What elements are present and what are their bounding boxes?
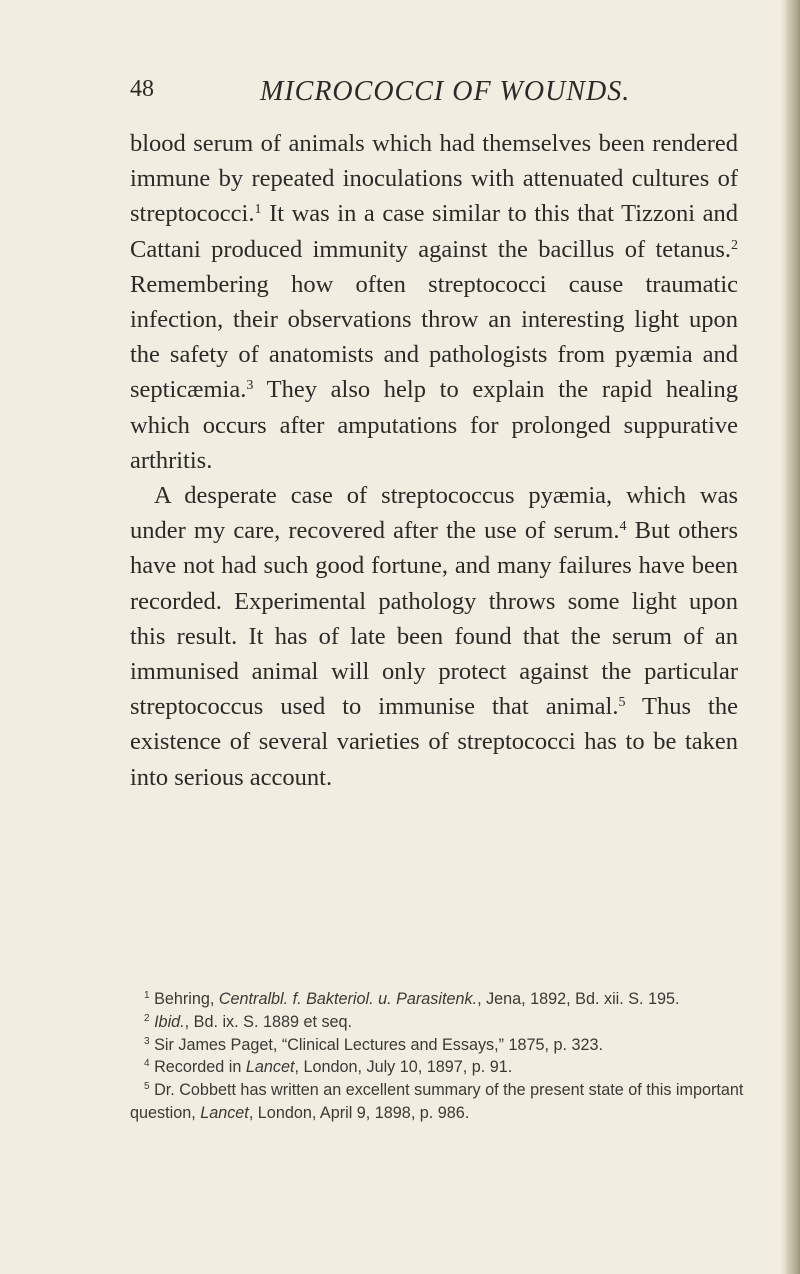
footnote-ref: 2 <box>731 237 738 253</box>
text-run: Remembering how often streptococci cause traumatic infection, their observations throw an interesting light upon the safety of anatomists and pathologists from pyæmia and septicæmia. <box>130 270 738 404</box>
page-edge <box>786 0 800 1274</box>
footnote-3 <box>130 1034 750 1057</box>
footnote-text: Sir James Paget, “Clinical Lectures and Essays,” 1875, p. 323. <box>154 1035 604 1054</box>
footnote-ref: 5 <box>618 695 626 711</box>
text-run: But others have not had such good fortune, and many failures have been recorded. Experimental pathology throws some light upon this result. It has of late been found that the serum of an immunised animal will only protect against the particular streptococcus used to immunise that animal. <box>130 517 738 721</box>
footnote-ref: 1 <box>254 202 262 218</box>
text-run: They also help to explain the rapid healing which occurs after amputations for prolonged suppurative arthritis. <box>130 376 738 474</box>
paragraph-2 <box>130 478 738 795</box>
footnote-citation: , London, April 9, 1898, p. 986. <box>248 1103 470 1122</box>
footnote-marker: 4 <box>144 1058 150 1070</box>
footnote-4 <box>130 1056 750 1079</box>
footnote-marker: 1 <box>144 990 150 1001</box>
footnote-5 <box>130 1079 750 1125</box>
footnote-text: Recorded in <box>154 1058 246 1077</box>
footnote-citation: , London, July 10, 1897, p. 91. <box>294 1058 513 1077</box>
footnote-source-title: Ibid. <box>154 1012 185 1031</box>
footnote-citation: , Jena, 1892, Bd. xii. S. 195. <box>477 990 680 1008</box>
body-text <box>130 126 738 795</box>
footnote-marker: 2 <box>144 1012 150 1024</box>
text-run: Thus the existence of several varieties of streptococci has to be taken into serious account. <box>130 693 738 791</box>
footnote-1 <box>130 988 750 1011</box>
footnote-text: Behring, <box>154 990 219 1008</box>
footnote-2 <box>130 1011 750 1034</box>
footnote-text: Dr. Cobbett has written an excellent summary of the present state of this important question, <box>130 1081 744 1122</box>
footnote-ref: 3 <box>246 378 254 394</box>
footnote-source-title: Centralbl. f. Bakteriol. u. Parasitenk. <box>218 990 478 1008</box>
running-head: MICROCOCCI OF WOUNDS. <box>260 76 631 107</box>
paragraph-1 <box>130 126 738 478</box>
footnote-ref: 4 <box>619 519 627 535</box>
text-run: A desperate case of streptococcus pyæmia, which was under my care, recovered after the use of serum. <box>130 482 738 545</box>
footnote-source-title: Lancet <box>245 1058 295 1077</box>
footnote-marker: 5 <box>144 1081 150 1093</box>
footnote-marker: 3 <box>144 1035 150 1047</box>
text-run: It was in a case similar to this that Tizzoni and Cattani produced immunity against the bacillus of tetanus. <box>130 200 738 263</box>
text-run: blood serum of animals which had themselves been rendered immune by repeated inoculations with attenuated cultures of streptococci. <box>130 130 738 228</box>
page-number: 48 <box>130 76 154 102</box>
footnote-citation: , Bd. ix. S. 1889 et seq. <box>184 1012 353 1031</box>
footnote-source-title: Lancet <box>200 1103 249 1122</box>
footnotes <box>130 988 750 1125</box>
page-header <box>130 76 750 116</box>
